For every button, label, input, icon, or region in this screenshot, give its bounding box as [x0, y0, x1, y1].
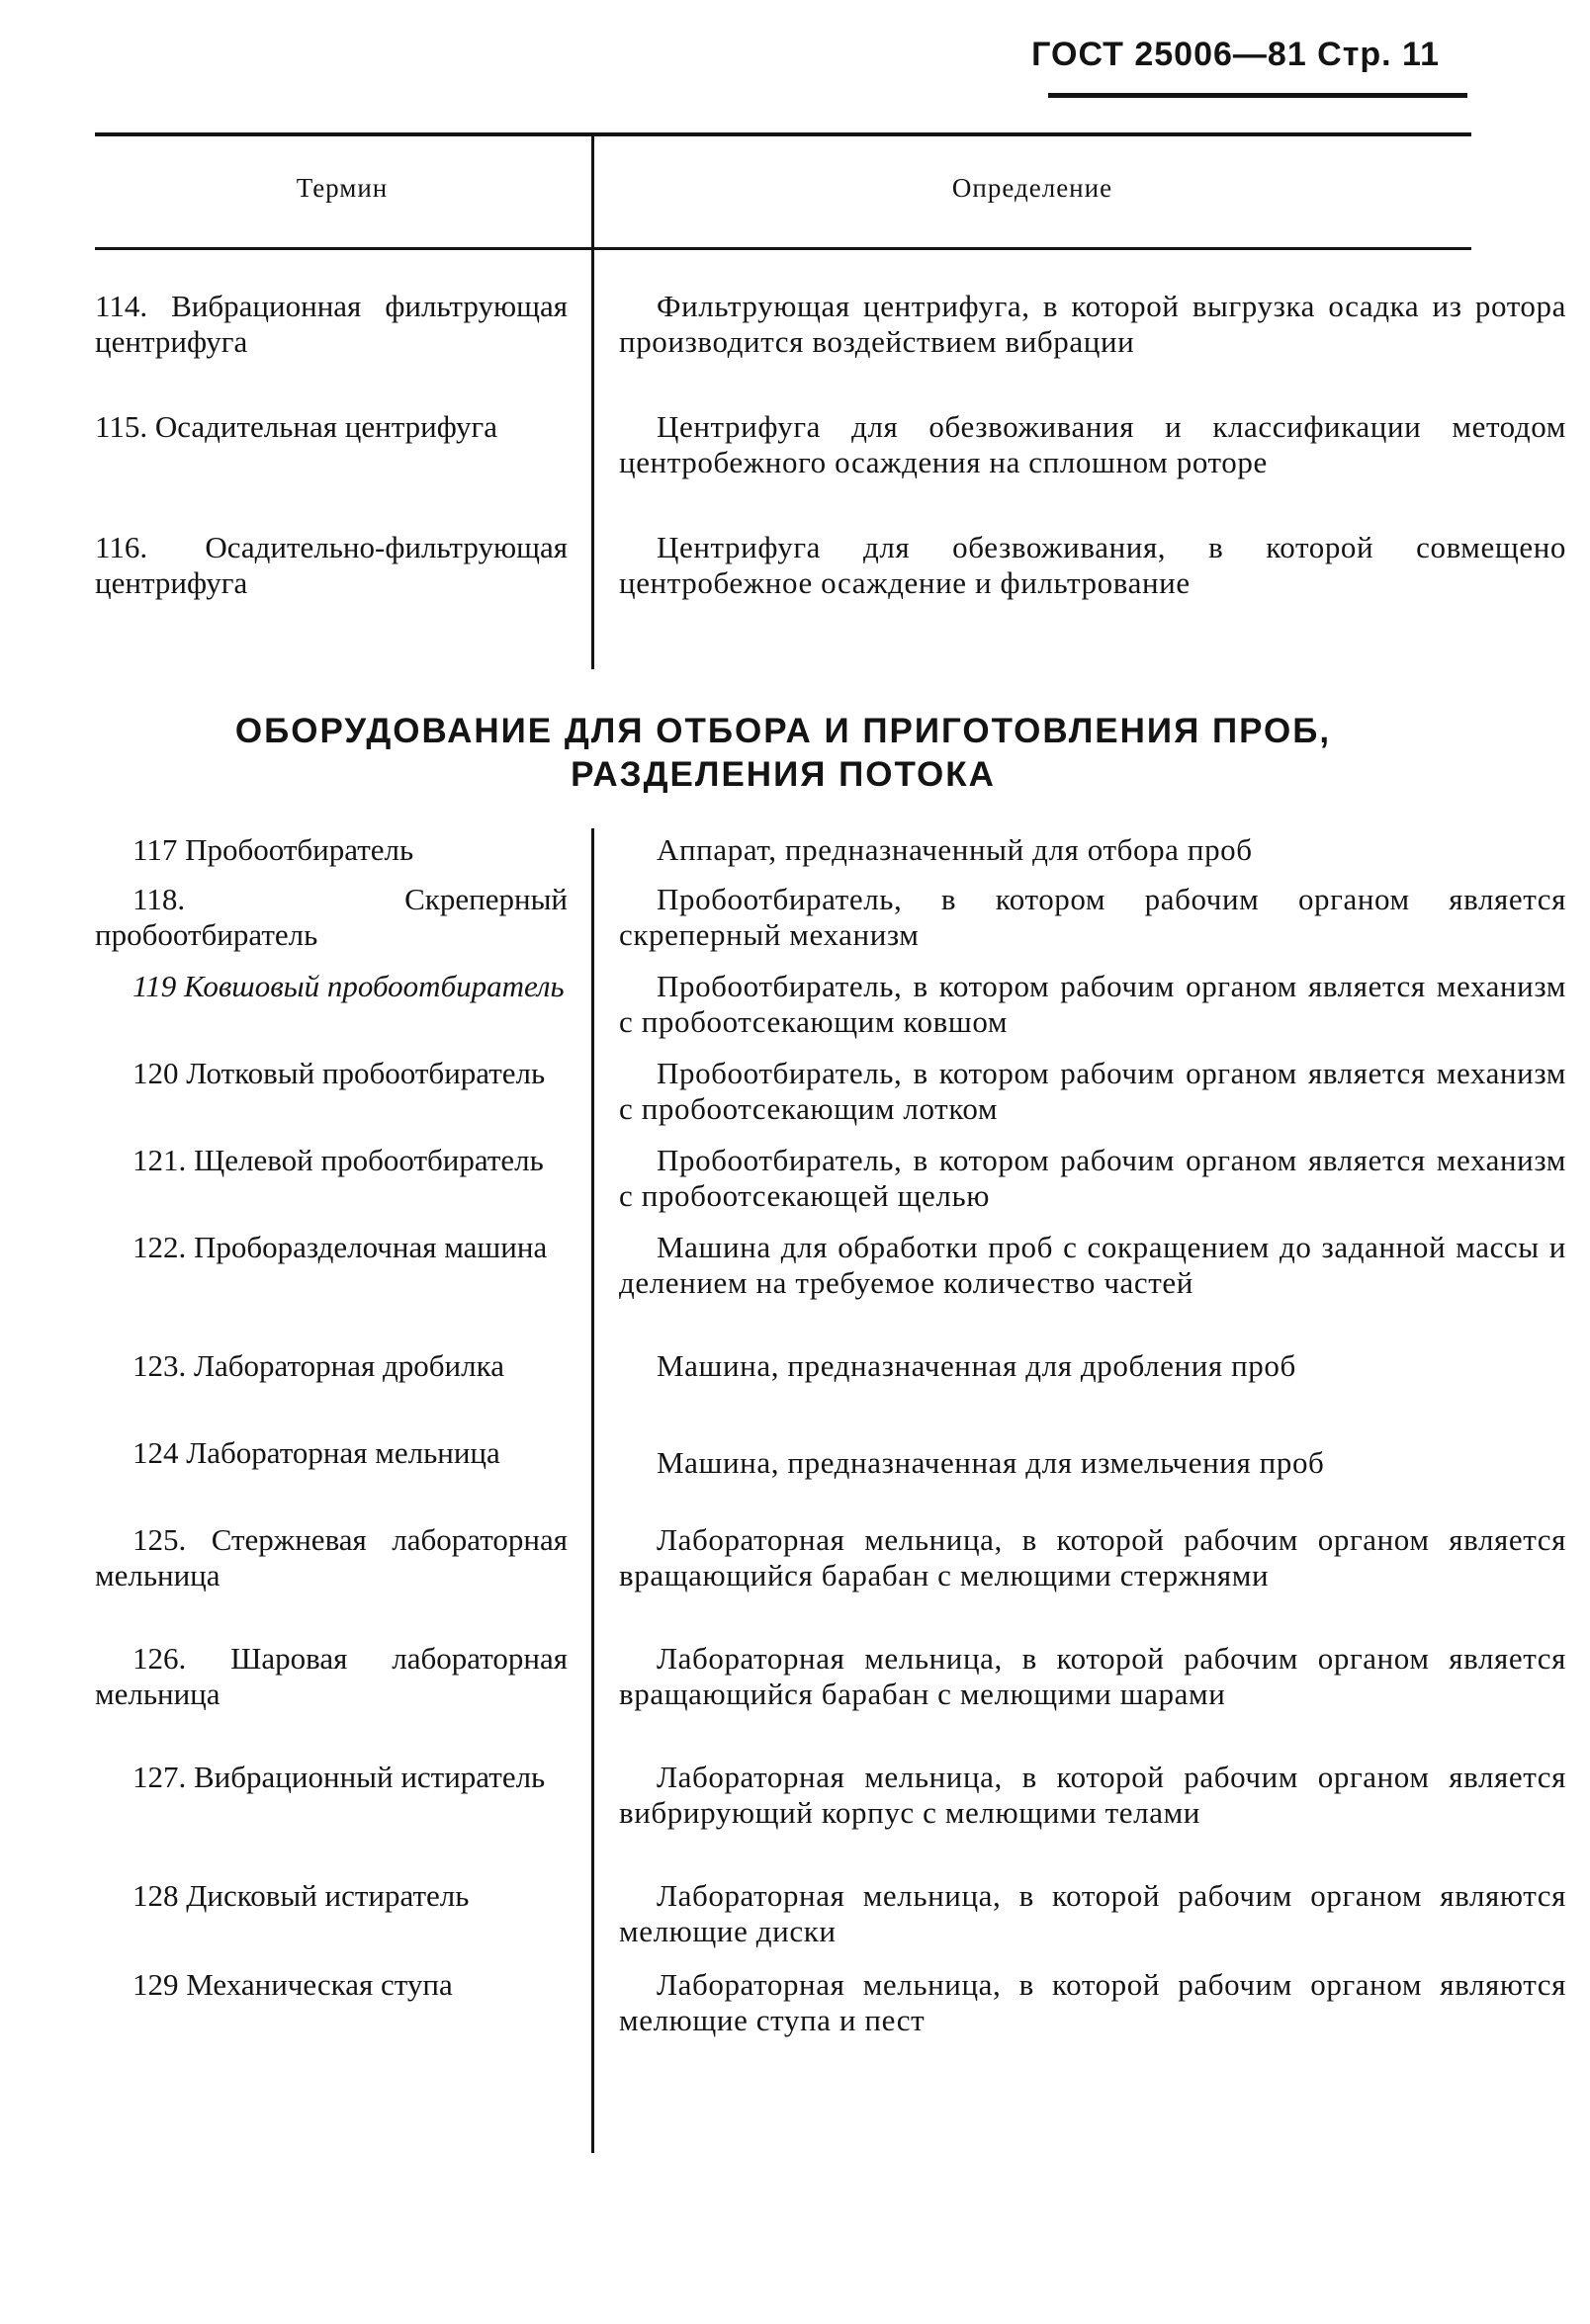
- section-title-line-1: ОБОРУДОВАНИЕ ДЛЯ ОТБОРА И ПРИГОТОВЛЕНИЯ ПРОБ,: [234, 712, 1332, 750]
- column-divider-header: [591, 134, 594, 247]
- term-114: 114. Вибрационная фильтрующая центрифуга: [95, 289, 568, 359]
- column-header-definition: Определение: [951, 173, 1113, 203]
- term-118: 118. Скреперный пробоотбиратель: [95, 882, 568, 952]
- header-rule: [1048, 93, 1467, 98]
- term-124: 124 Лабораторная мельница: [132, 1435, 500, 1470]
- section-title: [95, 710, 1471, 797]
- column-divider-bottom: [591, 828, 594, 2153]
- definition-129: Лабораторная мельница, в которой рабочим органом являются мелющие ступа и пест: [619, 1967, 1566, 2037]
- definition-123: Машина, предназначенная для дробления проб: [657, 1348, 1296, 1383]
- term-128: 128 Дисковый истиратель: [132, 1878, 470, 1913]
- definition-115: Центрифуга для обезвоживания и классификации методом центробежного осаждения на сплошном роторе: [619, 409, 1566, 479]
- definition-122: Машина для обработки проб с сокращением до заданной массы и делением на требуемое количество частей: [619, 1230, 1566, 1300]
- definition-117: Аппарат, предназначенный для отбора проб: [657, 832, 1253, 867]
- term-126: 126. Шаровая лабораторная мельница: [95, 1641, 568, 1711]
- term-123: 123. Лабораторная дробилка: [132, 1348, 504, 1383]
- term-120: 120 Лотковый пробоотбиратель: [132, 1056, 546, 1090]
- term-122: 122. Проборазделочная машина: [132, 1230, 548, 1264]
- table-top-rule: [95, 132, 1471, 136]
- definition-124: Машина, предназначенная для измельчения проб: [657, 1445, 1325, 1480]
- definition-121: Пробоотбиратель, в котором рабочим органом является механизм с пробоотсекающей щелью: [619, 1143, 1566, 1213]
- column-header-term: Термин: [296, 173, 389, 203]
- definition-126: Лабораторная мельница, в которой рабочим органом является вращающийся барабан с мелющими шарами: [619, 1641, 1566, 1711]
- term-125: 125. Стержневая лабораторная мельница: [95, 1522, 568, 1592]
- column-divider-top: [591, 249, 594, 669]
- definition-120: Пробоотбиратель, в котором рабочим органом является механизм с пробоотсекающим лотком: [619, 1056, 1566, 1126]
- term-121: 121. Щелевой пробоотбиратель: [132, 1143, 544, 1177]
- definition-128: Лабораторная мельница, в которой рабочим органом являются мелющие диски: [619, 1878, 1566, 1948]
- definition-125: Лабораторная мельница, в которой рабочим органом является вращающийся барабан с мелющими стержнями: [619, 1522, 1566, 1592]
- table-header-rule: [95, 247, 1471, 250]
- definition-114: Фильтрующая центрифуга, в которой выгрузка осадка из ротора производится воздействием вибрации: [619, 289, 1566, 359]
- section-title-line-2: РАЗДЕЛЕНИЯ ПОТОКА: [571, 755, 996, 794]
- definition-119: Пробоотбиратель, в котором рабочим органом является механизм с пробоотсекающим ковшом: [619, 969, 1566, 1039]
- term-119: 119 Ковшовый пробоотбиратель: [132, 969, 565, 1003]
- term-127: 127. Вибрационный истиратель: [132, 1760, 546, 1794]
- page-header: ГОСТ 25006—81 Стр. 11: [1031, 36, 1440, 73]
- term-117: 117 Пробоотбиратель: [132, 832, 414, 867]
- definition-116: Центрифуга для обезвоживания, в которой совмещено центробежное осаждение и фильтрование: [619, 530, 1566, 600]
- term-129: 129 Механическая ступа: [132, 1967, 453, 2002]
- term-116: 116. Осадительно-фильтрующая центрифуга: [95, 530, 568, 600]
- definition-127: Лабораторная мельница, в которой рабочим органом является вибрирующий корпус с мелющими телами: [619, 1760, 1566, 1830]
- term-115: 115. Осадительная центрифуга: [95, 409, 498, 444]
- definition-118: Пробоотбиратель, в котором рабочим органом является скреперный механизм: [619, 882, 1566, 952]
